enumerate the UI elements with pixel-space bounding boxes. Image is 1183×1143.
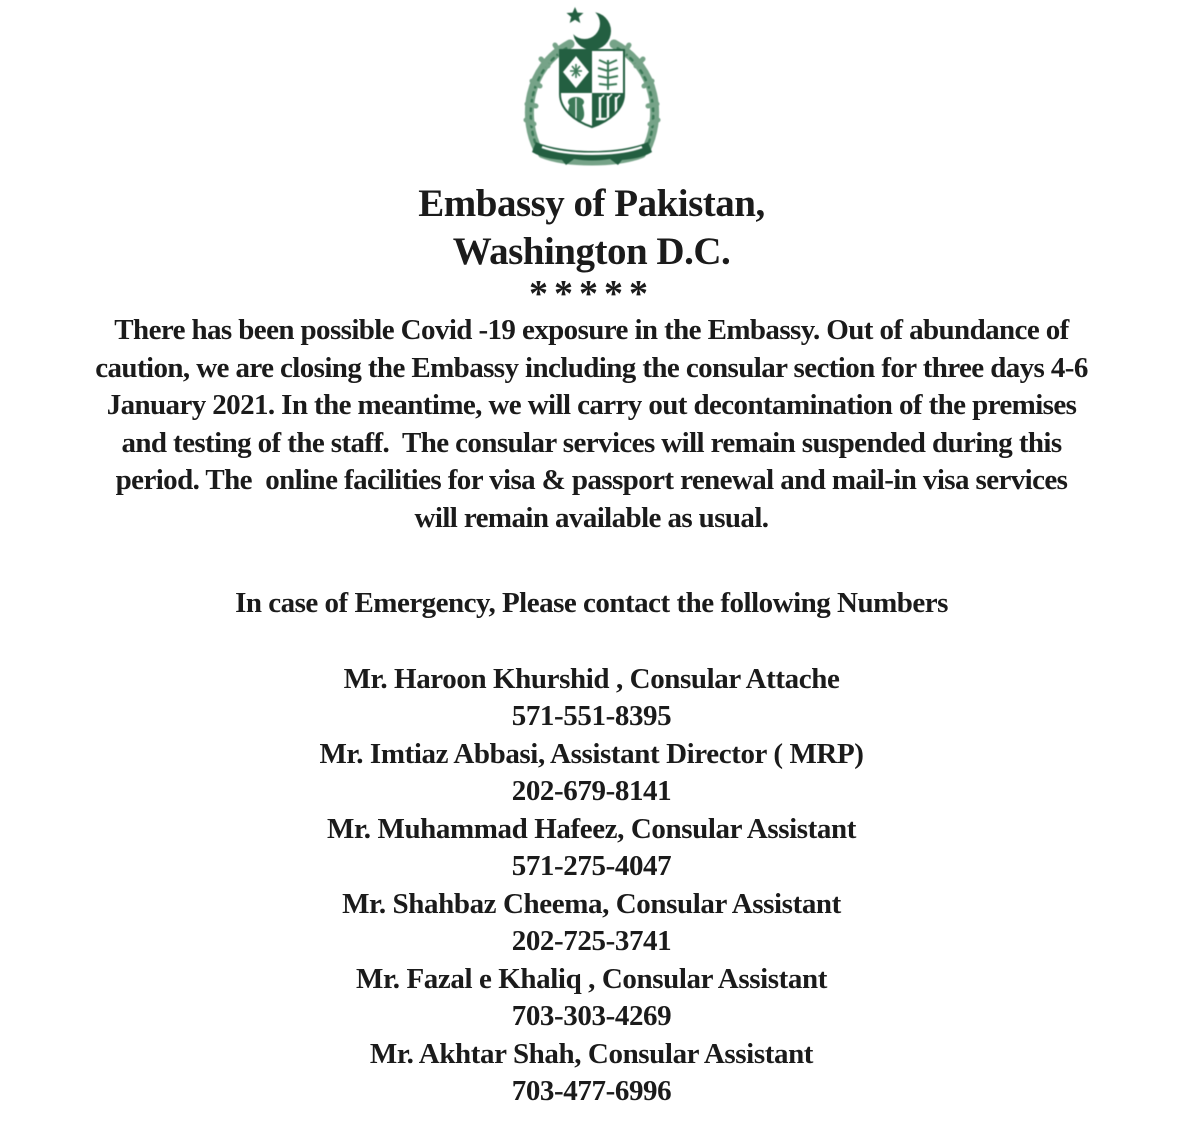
notice-line: January 2021. In the meantime, we will carry out decontamination of the premises (106, 389, 1077, 421)
contact-name: Mr. Muhammad Hafeez, Consular Assistant (327, 812, 856, 845)
contact-name: Mr. Imtiaz Abbasi, Assistant Director ( MRP) (319, 737, 864, 770)
pakistan-emblem (472, 6, 712, 166)
notice-line: period. The online facilities for visa & passport renewal and mail-in visa services (115, 464, 1068, 496)
shield (560, 50, 624, 129)
title-line-2: Washington D.C. (452, 230, 731, 273)
contact-phone: 571-551-8395 (511, 700, 672, 732)
header-block (0, 180, 1183, 315)
emergency-heading: In case of Emergency, Please contact the following Numbers (235, 587, 948, 619)
notice-line: There has been possible Covid -19 exposure in the Embassy. Out of abundance of (114, 314, 1069, 346)
contact-name: Mr. Akhtar Shah, Consular Assistant (369, 1037, 814, 1070)
contact-phone: 202-679-8141 (511, 775, 672, 807)
separator-stars: ***** (529, 273, 654, 315)
notice-line: caution, we are closing the Embassy including the consular section for three days 4-6 (95, 351, 1088, 384)
contact-phone: 571-275-4047 (511, 850, 672, 882)
contact-list (0, 661, 1183, 1111)
contact-name: Mr. Shahbaz Cheema, Consular Assistant (342, 887, 841, 920)
notice-paragraph (0, 312, 1183, 537)
contact-phone: 202-725-3741 (511, 925, 672, 957)
contact-name: Mr. Fazal e Khaliq , Consular Assistant (355, 962, 827, 995)
notice-line: will remain available as usual. (414, 501, 769, 534)
contact-name: Mr. Haroon Khurshid , Consular Attache (343, 662, 840, 695)
notice-line: and testing of the staff. The consular services will remain suspended during this (121, 426, 1062, 459)
contact-phone: 703-477-6996 (511, 1075, 672, 1107)
title-line-1: Embassy of Pakistan, (418, 182, 765, 225)
contact-phone: 703-303-4269 (511, 1000, 672, 1032)
